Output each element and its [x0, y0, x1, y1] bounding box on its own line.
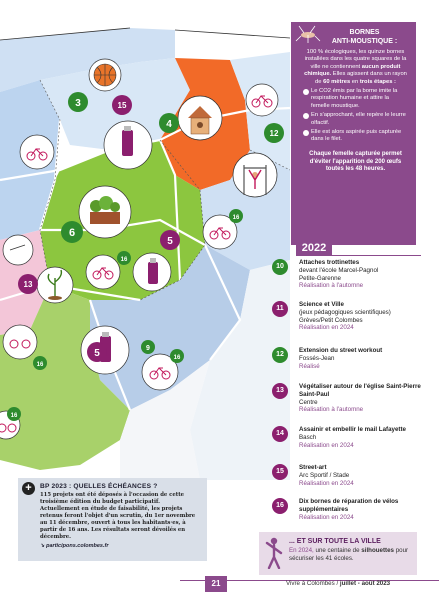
issue-date: juillet - août 2023: [339, 580, 391, 587]
intro-plain2: les quinze bornes installées dans les quatre squares de la ville ne contiennent: [304, 49, 407, 70]
intro-plain1: 100 % écologiques,: [306, 49, 358, 55]
map-marker-4-label: 4: [166, 119, 172, 130]
bp-link-text[interactable]: participons.colombes.fr: [46, 543, 109, 549]
project-number-badge: 13: [272, 383, 288, 399]
city-wide-plain1: une centaine de: [315, 547, 360, 554]
project-detail-line: Centre: [299, 398, 318, 406]
project-title: Végétaliser autour de l'église Saint-Pierre Saint-Paul: [299, 383, 421, 398]
project-title: Extension du street workout: [299, 347, 383, 354]
bullet-dot-icon: [303, 89, 309, 95]
map-marker-3-label: 3: [75, 98, 81, 109]
project-text: [299, 301, 432, 332]
map-marker-13-label: 13: [23, 280, 33, 289]
mosquito-box-intro: [303, 49, 408, 86]
project-entry-12: [272, 347, 432, 370]
project-status: Réalisé: [299, 362, 320, 370]
person-silhouette-icon: [265, 537, 283, 569]
intro-plain3: Elles agissent dans un rayon de: [315, 71, 407, 85]
project-text: [299, 347, 432, 370]
project-detail-line: Petite-Garenne: [299, 274, 341, 282]
project-number-badge: 14: [272, 426, 288, 442]
project-status: Réalisation à l'automne: [299, 282, 364, 290]
map-marker-16c-label: 16: [173, 355, 181, 361]
bp-text: 115 projets ont été déposés à l'occasion de cette troisième édition du budget participatif. Actuellement en étude de faisabilité, les projets retenus feront l'objet d'un scrutin, du 1er novembre au 11 décembre, ouvert à tous les habitants·es, à partir de 16 ans. Les résultats seront dévoilés en décembre.: [40, 492, 196, 540]
city-wide-text: [289, 547, 411, 563]
city-wide-year: En 2024,: [289, 547, 314, 554]
project-number-badge: 11: [272, 301, 288, 317]
footer-credit: [286, 580, 390, 587]
project-title: Street-art: [299, 464, 327, 471]
project-status: Réalisation en 2024: [299, 513, 354, 521]
project-number-badge: 15: [272, 464, 288, 480]
mosquito-bullet-2: [303, 112, 408, 127]
mosquito-box-final: Chaque femelle capturée permet d'éviter l'apparition de 200 œufs toutes les 48 heures.: [309, 150, 402, 173]
map-marker-16e-label: 16: [36, 362, 44, 368]
project-entry-16: [272, 498, 432, 521]
plus-icon: +: [22, 482, 35, 495]
bullet-dot-icon: [303, 113, 309, 119]
project-entry-14: [272, 426, 432, 449]
project-number-badge: 10: [272, 259, 288, 275]
magazine-name: Vivre à Colombes /: [286, 580, 339, 587]
project-text: [299, 426, 432, 449]
project-detail-line: (jeux pédagogiques scientifiques): [299, 308, 391, 316]
bullet-1-text: Le CO2 émis par la borne imite la respiration humaine et attire la femelle moustique.: [311, 88, 398, 109]
project-status: Réalisation en 2024: [299, 441, 354, 449]
project-detail-line: Fossés-Jean: [299, 354, 335, 362]
project-entry-13: [272, 383, 432, 414]
intro-bold3: trois étapes :: [359, 78, 396, 85]
bullet-2-text: En s'approchant, elle repère le leurre olfactif.: [311, 112, 406, 126]
city-wide-title: ... ET SUR TOUTE LA VILLE: [289, 538, 381, 545]
bp-link[interactable]: ➘ participons.colombes.fr: [40, 543, 109, 549]
intro-bold2: 60 mètres: [323, 78, 351, 85]
project-detail-line: devant l'école Marcel-Pagnol: [299, 266, 379, 274]
project-status: Réalisation en 2024: [299, 479, 354, 487]
mosquito-trap-info-box: [291, 22, 416, 245]
map-marker-5b-label: 5: [94, 348, 100, 359]
year-heading: 2022: [296, 241, 332, 255]
mosquito-bullet-3: [303, 129, 408, 144]
project-entry-10: [272, 259, 432, 290]
mosquito-bullet-1: [303, 88, 408, 110]
project-detail-line: Arc Sportif / Stade: [299, 471, 350, 479]
project-title: Science et Ville: [299, 301, 344, 308]
map-marker-15-label: 15: [117, 101, 127, 110]
project-detail-line: Basch: [299, 433, 317, 441]
mosquito-icon: [295, 24, 321, 44]
city-wide-bold: silhouettes: [361, 547, 394, 554]
bp-title: BP 2023 : QUELLES ÉCHÉANCES ?: [40, 483, 158, 490]
map-marker-12-label: 12: [269, 129, 279, 138]
year-rule-divider: [296, 255, 421, 256]
project-text: [299, 259, 432, 290]
bullet-dot-icon: [303, 130, 309, 136]
map-marker-16d-label: 16: [10, 413, 18, 419]
mosquito-title-line2: ANTI-MOUSTIQUE :: [331, 38, 398, 45]
project-detail-line: Grèves/Petit Colombes: [299, 316, 363, 324]
project-text: [299, 383, 432, 414]
map-marker-5a-label: 5: [167, 236, 173, 247]
mosquito-title-line1: BORNES: [349, 29, 380, 36]
map-marker-16a-label: 16: [232, 215, 240, 221]
project-text: [299, 464, 432, 487]
project-status: Réalisation à l'automne: [299, 406, 364, 414]
project-title: Assainir et embellir le mail Lafayette: [299, 426, 406, 433]
map-marker-6-label: 6: [68, 227, 76, 239]
city-wide-plain2: pour sécuriser les 41 écoles.: [289, 547, 409, 562]
project-title: Attaches trottinettes: [299, 259, 360, 266]
city-wide-box: [259, 532, 417, 575]
bp-2023-box: [18, 478, 207, 561]
intro-bold: aucun produit chimique.: [304, 63, 401, 78]
page-number: 21: [205, 576, 227, 592]
bullet-3-text: Elle est alors aspirée puis capturée dans le filet.: [311, 129, 402, 143]
project-title: Dix bornes de réparation de vélos supplémentaires: [299, 498, 399, 513]
project-text: [299, 498, 432, 521]
project-number-badge: 16: [272, 498, 288, 514]
project-entry-11: [272, 301, 432, 332]
map-marker-9-label: 9: [146, 345, 150, 352]
map-marker-16b-label: 16: [120, 257, 128, 263]
project-status: Réalisation en 2024: [299, 324, 354, 332]
project-number-badge: 12: [272, 347, 288, 363]
intro-plain4: en: [351, 78, 359, 85]
project-entry-15: [272, 464, 432, 487]
